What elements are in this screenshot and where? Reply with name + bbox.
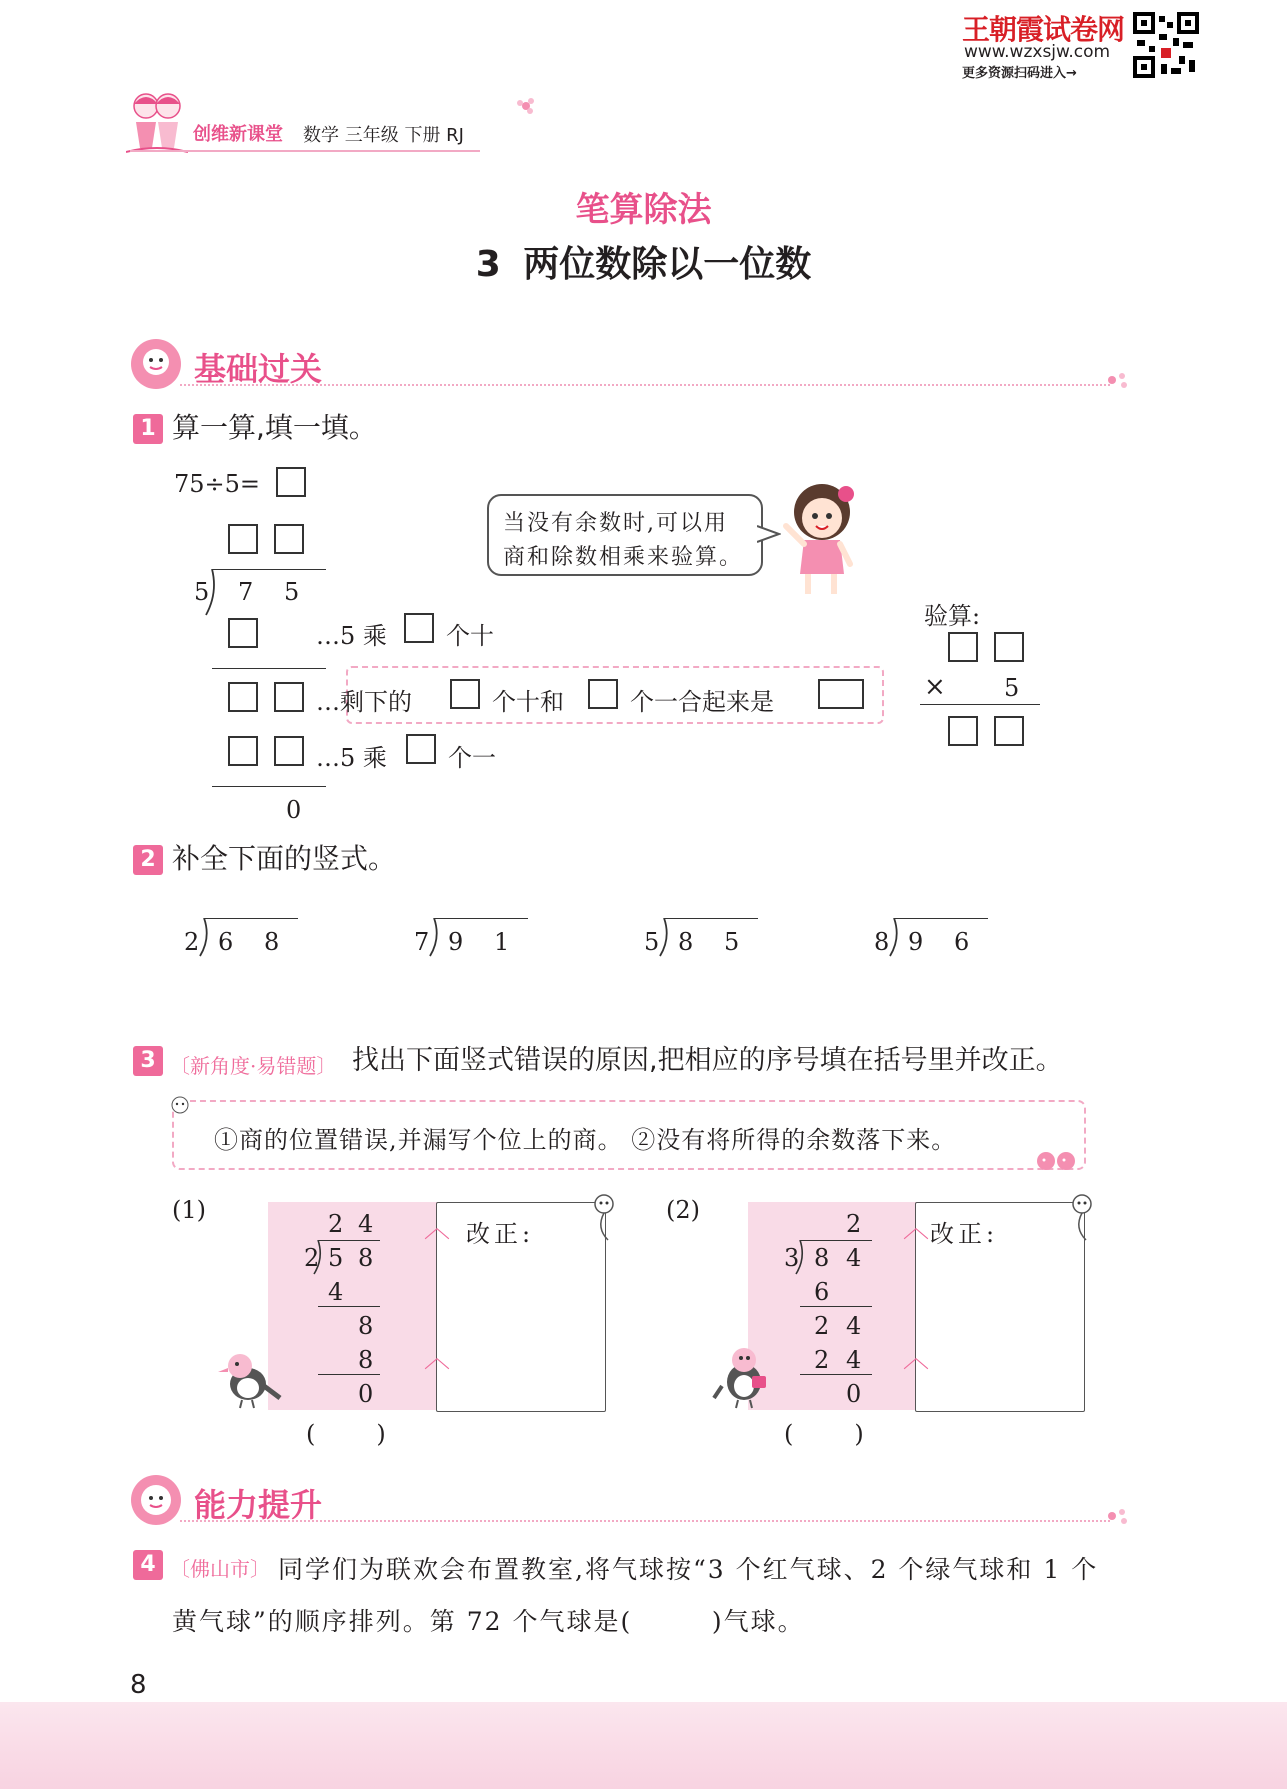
q1-line-2 <box>212 786 326 787</box>
q3-p1-row3: 8 <box>358 1346 374 1374</box>
q1-note2-c: 个一合起来是 <box>630 688 774 716</box>
q2-p3-bracket <box>658 918 670 958</box>
q1-check-multiplier: 5 <box>1004 674 1020 702</box>
series-title: 创维新课堂 <box>193 124 283 145</box>
q1-note1-b: 个十 <box>446 622 494 650</box>
q1-note1-box[interactable] <box>404 613 434 643</box>
q2-problem-1 <box>180 916 300 966</box>
q2-problem-4 <box>870 916 990 966</box>
brand-logo: 王朝霞试卷网 <box>962 13 1125 46</box>
q1-check-box-3[interactable] <box>948 716 978 746</box>
q2-p1-tens: 6 <box>218 928 234 956</box>
girl-character-icon <box>778 478 862 598</box>
q2-p2-ones: 1 <box>494 928 510 956</box>
section-basic-divider <box>180 384 1110 386</box>
q3-p1-row1: 4 <box>328 1278 344 1306</box>
q3-p2-dividend-tens: 8 <box>814 1244 830 1272</box>
q1-check-box-2[interactable] <box>994 632 1024 662</box>
q2-p3-tens: 8 <box>678 928 694 956</box>
q2-problem-2 <box>410 916 530 966</box>
q3-number: 3 <box>133 1046 163 1076</box>
q3-p1-line2 <box>318 1374 380 1375</box>
q1-step3-box-ones[interactable] <box>274 736 304 766</box>
q2-instruction: 补全下面的竖式。 <box>172 842 397 875</box>
q3-reasons-box <box>172 1100 1086 1170</box>
qr-code-icon[interactable] <box>1133 12 1199 78</box>
q3-p1-divisor: 2 <box>304 1244 320 1272</box>
q3-p2-line2 <box>800 1374 872 1375</box>
q1-step3-box-tens[interactable] <box>228 736 258 766</box>
q1-step1-box[interactable] <box>228 618 258 648</box>
q1-quotient-box-tens[interactable] <box>228 524 258 554</box>
face-decoration-icon <box>168 1096 192 1114</box>
q1-note1-a: …5 乘 <box>316 622 387 650</box>
q3-p1-label: (1) <box>172 1196 206 1224</box>
q1-instruction: 算一算,填一填。 <box>172 411 377 444</box>
q1-answer-box[interactable] <box>276 467 306 497</box>
q1-tip-line1: 当没有余数时,可以用 <box>503 511 728 536</box>
q2-p1-bar <box>204 918 298 919</box>
q1-note2-a: …剩下的 <box>316 688 412 716</box>
q1-note3-a: …5 乘 <box>316 744 387 772</box>
q1-note2-b: 个十和 <box>492 688 564 716</box>
q4-tag: 〔佛山市〕 <box>170 1557 270 1581</box>
q1-equation: 75÷5= <box>174 470 261 498</box>
q3-instruction: 找出下面竖式错误的原因,把相应的序号填在括号里并改正。 <box>352 1045 1063 1076</box>
q3-p2-row3-ones: 4 <box>846 1346 862 1374</box>
q3-p1-quotient-ones: 4 <box>358 1210 374 1238</box>
berries-decoration-icon <box>1034 1150 1082 1172</box>
q2-p2-bracket <box>428 918 440 958</box>
q1-note2-box-3[interactable] <box>818 679 864 709</box>
q3-p2-row2-ones: 4 <box>846 1312 862 1340</box>
q2-problem-3 <box>640 916 760 966</box>
q2-p2-divisor: 7 <box>414 928 430 956</box>
q1-note3-box[interactable] <box>406 734 436 764</box>
q1-remainder: 0 <box>286 796 302 824</box>
q2-p2-bar <box>434 918 528 919</box>
q3-p1-row2: 8 <box>358 1312 374 1340</box>
q1-divisor: 5 <box>194 578 210 606</box>
q1-check-box-4[interactable] <box>994 716 1024 746</box>
page-number: 8 <box>130 1670 147 1700</box>
brand-promo: 更多资源扫码进入→ <box>962 66 1077 81</box>
q3-p1-row4: 0 <box>358 1380 374 1408</box>
q1-note2-box-1[interactable] <box>450 679 480 709</box>
q2-p4-bracket <box>888 918 900 958</box>
q1-step2-box-ones[interactable] <box>274 682 304 712</box>
section-advanced-icon <box>130 1474 182 1526</box>
q3-p2-dividend-ones: 4 <box>846 1244 862 1272</box>
q1-line-1 <box>212 668 326 669</box>
q3-p2-answer[interactable]: ( ) <box>784 1420 864 1448</box>
q2-p4-ones: 6 <box>954 928 970 956</box>
q3-p2-binder-rings: ︿ ︿ <box>903 1214 930 1374</box>
q3-p2-face-icon <box>1068 1194 1096 1244</box>
q1-tip-line2: 商和除数相乘来验算。 <box>503 545 744 570</box>
footer-band <box>0 1702 1287 1789</box>
q3-p2-row2-tens: 2 <box>814 1312 830 1340</box>
q2-p1-divisor: 2 <box>184 928 200 956</box>
q1-number: 1 <box>133 414 163 444</box>
q2-p1-bracket <box>198 918 210 958</box>
q3-p2-fix-label: 改正: <box>930 1220 999 1248</box>
q3-p2-row1: 6 <box>814 1278 830 1306</box>
section-advanced-divider <box>180 1520 1110 1522</box>
q3-p1-bird-icon <box>212 1346 282 1410</box>
q3-tag: 〔新角度·易错题〕 <box>170 1054 337 1078</box>
q2-number: 2 <box>133 845 163 875</box>
q2-p3-divisor: 5 <box>644 928 660 956</box>
q4-line2: 黄气球”的顺序排列。第 72 个气球是( )气球。 <box>172 1607 805 1636</box>
dots-decoration-icon-2 <box>1106 1506 1130 1526</box>
q1-check-times: × <box>924 672 946 702</box>
q3-p2-quotient: 2 <box>846 1210 862 1238</box>
q1-check-box-1[interactable] <box>948 632 978 662</box>
q3-p1-fix-label: 改正: <box>466 1220 535 1248</box>
q3-p1-face-icon <box>590 1194 618 1244</box>
q3-p2-bird-icon <box>712 1338 778 1410</box>
q3-p1-dividend-ones: 8 <box>358 1244 374 1272</box>
q3-p2-row4: 0 <box>846 1380 862 1408</box>
dots-decoration-icon <box>1106 370 1130 390</box>
chapter-title: 笔算除法 <box>575 190 712 230</box>
q3-p2-divisor: 3 <box>784 1244 800 1272</box>
lesson-title: 3 两位数除以一位数 <box>475 244 812 285</box>
q3-p1-quotient-tens: 2 <box>328 1210 344 1238</box>
q2-p3-bar <box>664 918 758 919</box>
q3-p1-bar <box>318 1240 380 1241</box>
q2-p3-ones: 5 <box>724 928 740 956</box>
header-underline <box>130 150 480 152</box>
q3-p1-binder-rings: ︿ ︿ <box>424 1214 451 1374</box>
q1-note2-box-2[interactable] <box>588 679 618 709</box>
section-basic-title: 基础过关 <box>194 350 323 388</box>
q1-check-label: 验算: <box>924 602 981 630</box>
q3-p1-answer[interactable]: ( ) <box>306 1420 386 1448</box>
q2-p2-tens: 9 <box>448 928 464 956</box>
section-basic-icon <box>130 338 182 390</box>
brand-url[interactable]: www.wzxsjw.com <box>964 42 1111 62</box>
q1-tip-bubble <box>487 494 763 576</box>
q1-step2-box-tens[interactable] <box>228 682 258 712</box>
book-meta: 数学 三年级 下册 RJ <box>303 125 464 146</box>
q4-line1: 同学们为联欢会布置教室,将气球按“3 个红气球、2 个绿气球和 1 个 <box>278 1555 1099 1584</box>
q2-p4-divisor: 8 <box>874 928 890 956</box>
section-advanced-title: 能力提升 <box>194 1486 323 1524</box>
q3-reasons-text: ①商的位置错误,并漏写个位上的商。 ②没有将所得的余数落下来。 <box>214 1126 957 1154</box>
q2-p4-bar <box>894 918 988 919</box>
q4-number: 4 <box>133 1550 163 1580</box>
q3-p2-row3-tens: 2 <box>814 1346 830 1374</box>
q1-division-bar <box>212 569 326 570</box>
q2-p4-tens: 9 <box>908 928 924 956</box>
q2-p1-ones: 8 <box>264 928 280 956</box>
q1-check-line <box>920 704 1040 705</box>
kids-mascot-icon <box>126 88 188 158</box>
q1-quotient-box-ones[interactable] <box>274 524 304 554</box>
q3-p1-line1 <box>318 1306 380 1307</box>
flower-icon <box>515 95 537 117</box>
q3-p2-line1 <box>800 1306 872 1307</box>
q3-p1-dividend-tens: 5 <box>328 1244 344 1272</box>
q3-p2-label: (2) <box>666 1196 700 1224</box>
q1-dividend-ones: 5 <box>284 578 300 606</box>
q1-dividend-tens: 7 <box>238 578 254 606</box>
q3-p2-bar <box>800 1240 872 1241</box>
q1-note3-b: 个一 <box>448 744 496 772</box>
